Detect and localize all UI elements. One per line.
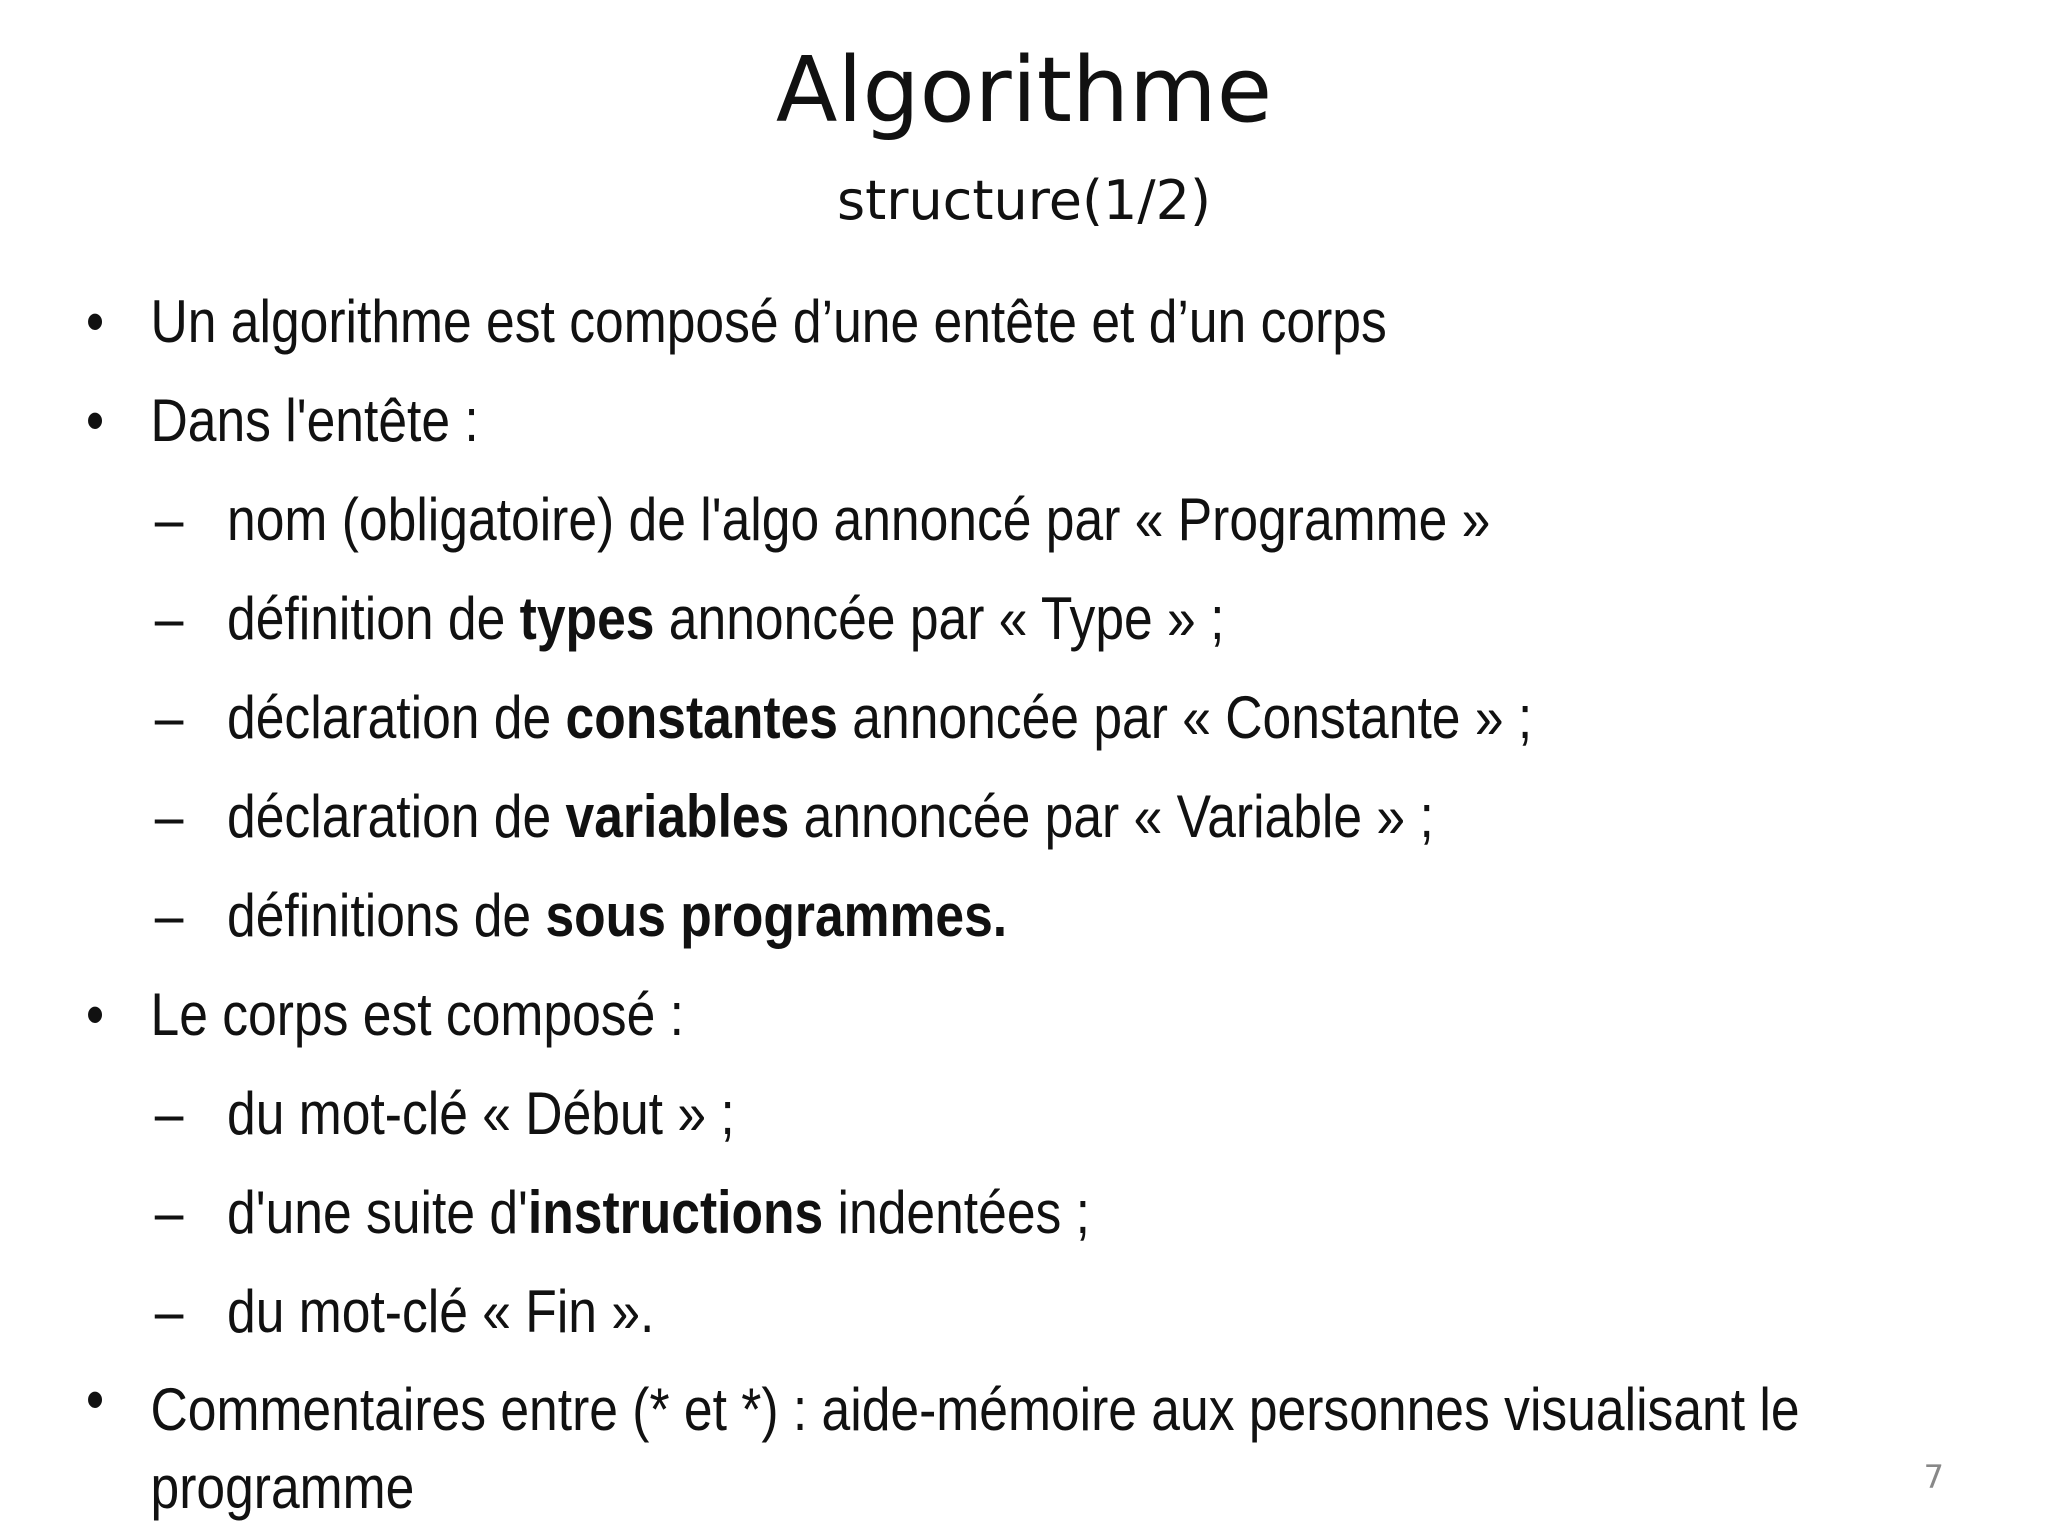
sub-bullet-text: indentées ;	[823, 1179, 1090, 1246]
sub-bullet-text: annoncée par « Constante » ;	[837, 684, 1533, 751]
bullet-dot-icon: •	[86, 981, 105, 1048]
sub-bullet-bold: variables	[565, 783, 790, 850]
slide-subtitle: structure(1/2)	[836, 169, 1212, 232]
sub-bullet-text: définitions de	[227, 882, 546, 949]
bullet-dot-icon: •	[86, 1366, 105, 1433]
dash-icon: –	[154, 585, 184, 652]
bullet-text: Commentaires entre (* et *) : aide-mémoire aux personnes visualisant le programme	[150, 1376, 1800, 1521]
bullet-item	[0, 965, 1761, 1064]
slide-content	[0, 272, 2048, 1527]
dash-icon: –	[154, 882, 184, 949]
sub-bullet-item	[0, 767, 1761, 866]
sub-bullet-item	[0, 668, 1761, 767]
dash-icon: –	[154, 1179, 184, 1246]
sub-bullet-text: déclaration de	[227, 684, 566, 751]
dash-icon: –	[154, 684, 184, 751]
bullet-item	[0, 371, 1761, 470]
sub-bullet-bold: sous programmes.	[545, 882, 1008, 949]
sub-bullet-item	[0, 1163, 1761, 1262]
bullet-dot-icon: •	[86, 387, 105, 454]
sub-bullet-text: définition de	[227, 585, 520, 652]
bullet-text: Un algorithme est composé d’une entête et d’un corps	[150, 288, 1387, 355]
dash-icon: –	[154, 486, 184, 553]
bullet-item	[0, 272, 1761, 371]
page-number: 7	[1923, 1458, 1944, 1496]
sub-bullet-text: annoncée par « Type » ;	[654, 585, 1225, 652]
sub-bullet-item	[0, 1262, 1761, 1361]
sub-bullet-item	[0, 569, 1761, 668]
sub-bullet-bold: types	[519, 585, 655, 652]
dash-icon: –	[154, 1278, 184, 1345]
sub-bullet-bold: constantes	[565, 684, 838, 751]
slide-title: Algorithme	[775, 38, 1273, 143]
bullet-dot-icon: •	[86, 288, 105, 355]
sub-bullet-item	[0, 1064, 1761, 1163]
dash-icon: –	[154, 1080, 184, 1147]
sub-bullet-text: annoncée par « Variable » ;	[789, 783, 1434, 850]
sub-bullet-text: du mot-clé « Fin ».	[227, 1278, 655, 1345]
sub-bullet-text: d'une suite d'	[227, 1179, 528, 1246]
sub-bullet-text: nom (obligatoire) de l'algo annoncé par « Programme »	[227, 486, 1491, 553]
sub-bullet-text: du mot-clé « Début » ;	[227, 1080, 735, 1147]
dash-icon: –	[154, 783, 184, 850]
bullet-item	[0, 1361, 1806, 1527]
sub-bullet-item	[0, 866, 1761, 965]
sub-bullet-text: déclaration de	[227, 783, 566, 850]
bullet-text: Dans l'entête :	[150, 387, 479, 454]
sub-bullet-bold: instructions	[527, 1179, 824, 1246]
bullet-text: Le corps est composé :	[150, 981, 684, 1048]
sub-bullet-item	[0, 470, 1761, 569]
